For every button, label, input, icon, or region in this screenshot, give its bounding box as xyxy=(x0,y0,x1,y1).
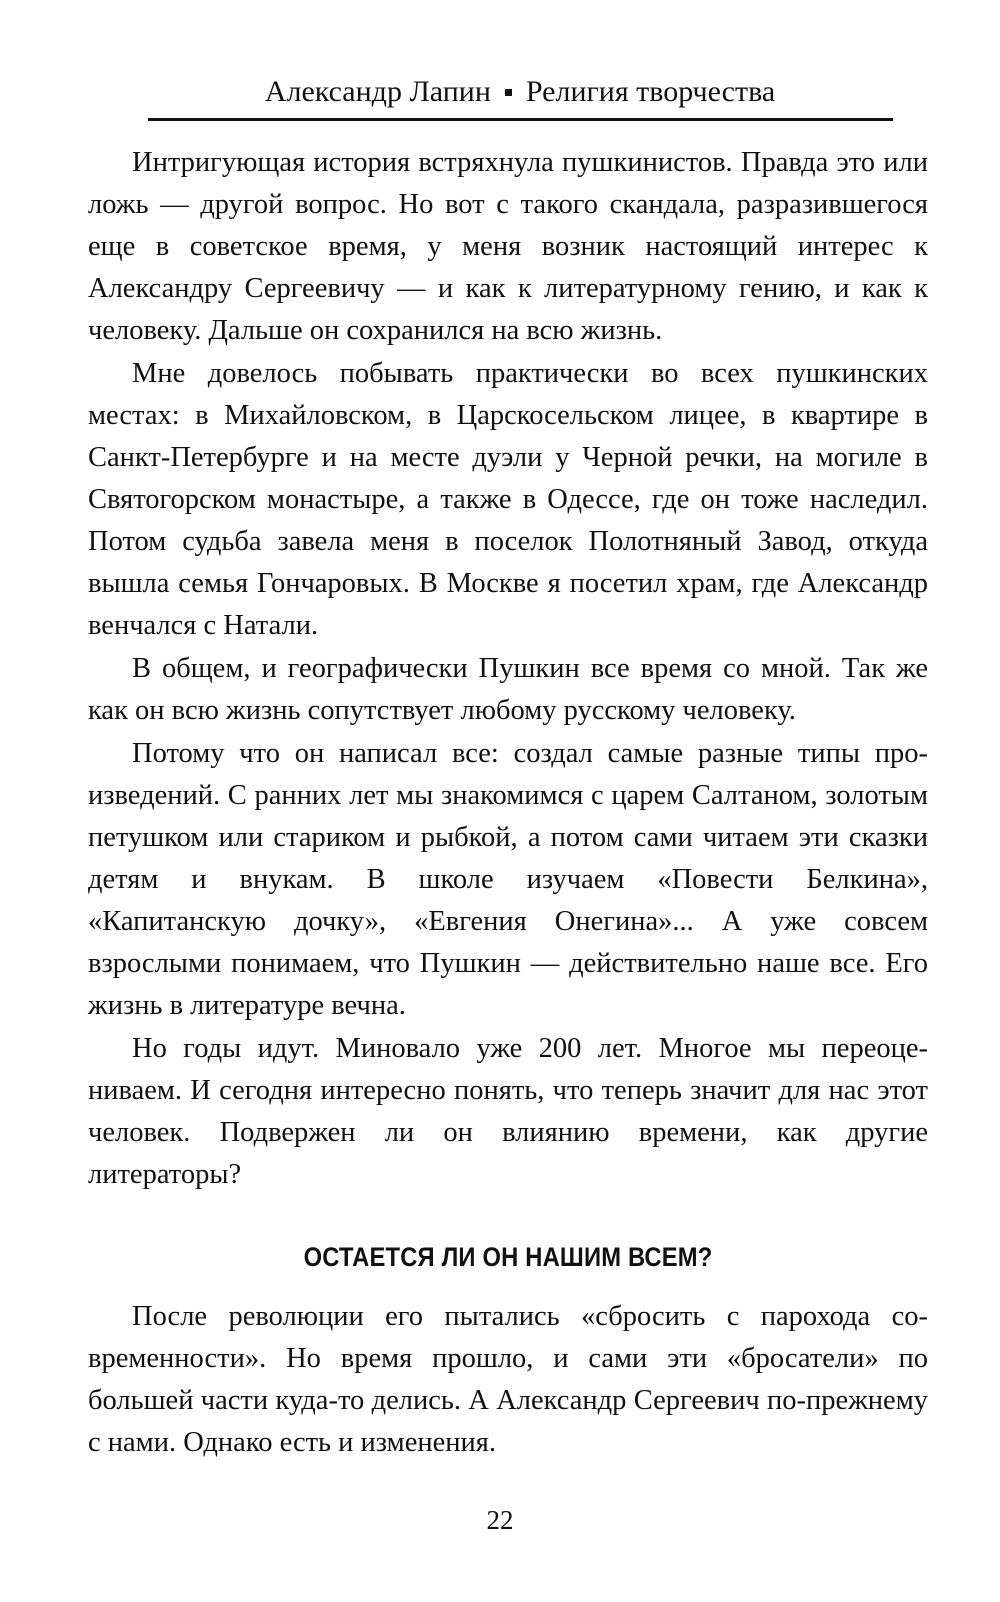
running-head-author: Александр Лапин xyxy=(264,75,491,108)
paragraph: Интригующая история встряхнула пушкинистов. Правда это или ложь — другой вопрос. Но вот с такого скандала, разразившегося еще в советское время, у меня возник настоящий интерес к Александру Сергеевичу — и как к литературному гению, и как к человеку. Дальше он сохранился на всю жизнь. xyxy=(88,147,928,346)
paragraph: Мне довелось побывать практически во всех пушкинских местах: в Михайловском, в Царскосельском лицее, в квартире в Санкт-Петербурге и на месте дуэли у Черной речки, на могиле в Святогорском монастыре, а также в Одессе, где он тоже наследил. Потом судьба завела меня в поселок Полотняный Завод, откуда вышла семья Гончаровых. В Москве я посетил храм, где Александр венчался с Натали. xyxy=(88,358,928,641)
running-head-title: Религия творчества xyxy=(525,75,776,108)
page-number: 22 xyxy=(486,1505,514,1535)
paragraph: В общем, и географически Пушкин все время со мной. Так же как он всю жизнь сопутствует любому русскому человеку. xyxy=(88,653,928,726)
paragraph: Потому что он написал все: создал самые разные типы произведений. С ранних лет мы знакомимся с царем Салтаном, золотым петушком или стариком и рыбкой, а потом сами читаем эти сказки детям и внукам. В школе изучаем «Повести Белкина», «Капитанскую дочку», «Евгения Онегина»... А уже совсем взрослыми понимаем, что Пушкин — действительно наше все. Его жизнь в литературе вечна. xyxy=(88,738,928,1021)
paragraph: После революции его пытались «сбросить с парохода современности». Но время прошло, и сами эти «бросатели» по большей части куда-то делись. А Александр Сергеевич по-прежнему с нами. Однако есть и изменения. xyxy=(88,1301,928,1458)
paragraph: Но годы идут. Миновало уже 200 лет. Многое мы переоцениваем. И сегодня интересно понять, что теперь значит для нас этот человек. Подвержен ли он влиянию времени, как другие литераторы? xyxy=(88,1033,928,1190)
page-body xyxy=(88,142,928,1464)
section-heading: ОСТАЕТСЯ ЛИ ОН НАШИМ ВСЕМ? xyxy=(303,1242,713,1272)
running-head xyxy=(150,70,890,114)
header-rule xyxy=(148,118,893,121)
bullet-separator-icon xyxy=(505,89,512,96)
